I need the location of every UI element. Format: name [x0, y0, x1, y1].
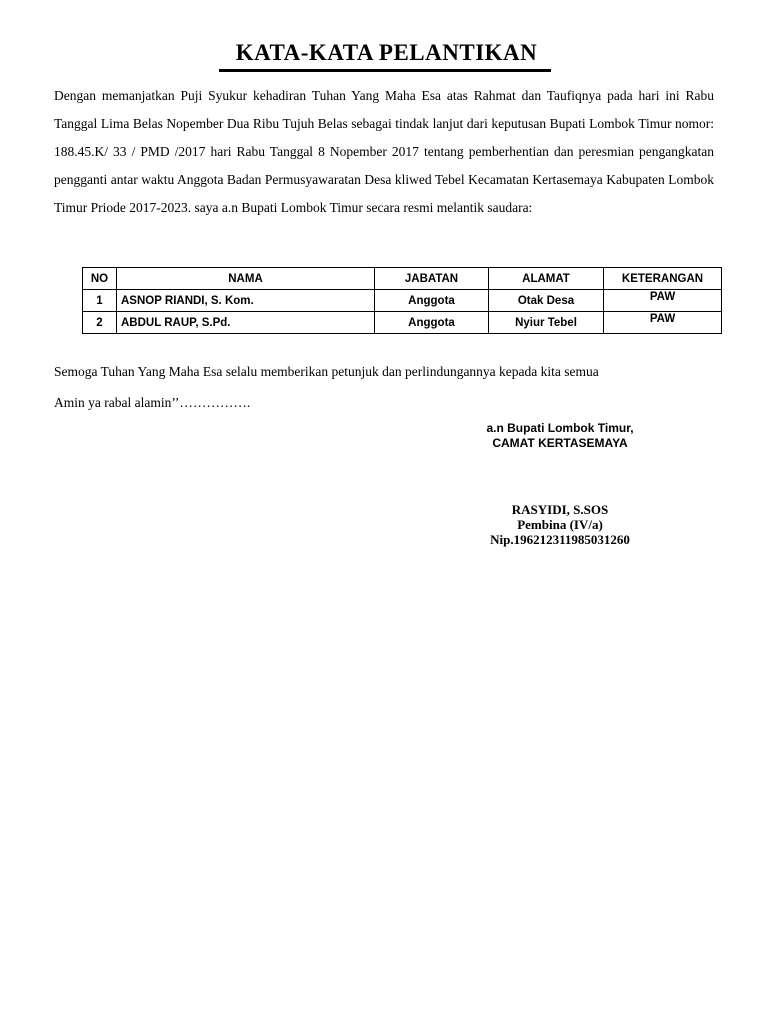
signature-position: CAMAT KERTASEMAYA	[492, 436, 628, 450]
members-table	[82, 267, 722, 334]
signatory-name: RASYIDI, S.SOS	[511, 502, 609, 517]
table-header-row	[83, 268, 722, 290]
closing-prayer: Semoga Tuhan Yang Maha Esa selalu memberikan petunjuk dan perlindungannya kepada kita semua	[54, 364, 599, 379]
closing-block	[54, 356, 599, 418]
signatory-block	[440, 502, 680, 547]
page-title: KATA-KATA PELANTIKAN	[235, 40, 538, 65]
cell-keterangan: PAW	[604, 312, 722, 334]
title-underline	[219, 69, 551, 72]
cell-keterangan: PAW	[604, 290, 722, 312]
signatory-rank: Pembina (IV/a)	[517, 517, 603, 532]
header-keterangan: KETERANGAN	[604, 268, 722, 290]
cell-jabatan: Anggota	[375, 312, 489, 334]
cell-alamat: Nyiur Tebel	[489, 312, 604, 334]
closing-amin: Amin ya rabal alamin’’…………….	[54, 395, 251, 410]
header-jabatan: JABATAN	[375, 268, 489, 290]
header-nama: NAMA	[117, 268, 375, 290]
signature-block	[440, 421, 680, 451]
cell-nama: ABDUL RAUP, S.Pd.	[117, 312, 375, 334]
cell-nama: ASNOP RIANDI, S. Kom.	[117, 290, 375, 312]
header-no: NO	[83, 268, 117, 290]
cell-no: 1	[83, 290, 117, 312]
table-row	[83, 312, 722, 334]
signatory-nip: Nip.196212311985031260	[490, 532, 630, 547]
header-alamat: ALAMAT	[489, 268, 604, 290]
cell-alamat: Otak Desa	[489, 290, 604, 312]
table-row	[83, 290, 722, 312]
cell-no: 2	[83, 312, 117, 334]
intro-paragraph: Dengan memanjatkan Puji Syukur kehadiran Tuhan Yang Maha Esa atas Rahmat dan Taufiqnya pada hari ini Rabu Tanggal Lima Belas Nopember Dua Ribu Tujuh Belas sebagai tindak lanjut dari keputusan Bupati Lombok Timur nomor: 188.45.K/ 33 / PMD /2017 hari Rabu Tanggal 8 Nopember 2017 tentang pemberhentian dan peresmian pengangkatan pengganti antar waktu Anggota Badan Permusyawaratan Desa kliwed Tebel Kecamatan Kertasemaya Kabupaten Lombok Timur Priode 2017-2023. saya a.n Bupati Lombok Timur secara resmi melantik saudara:	[54, 88, 714, 215]
cell-jabatan: Anggota	[375, 290, 489, 312]
signature-on-behalf: a.n Bupati Lombok Timur,	[486, 421, 634, 435]
